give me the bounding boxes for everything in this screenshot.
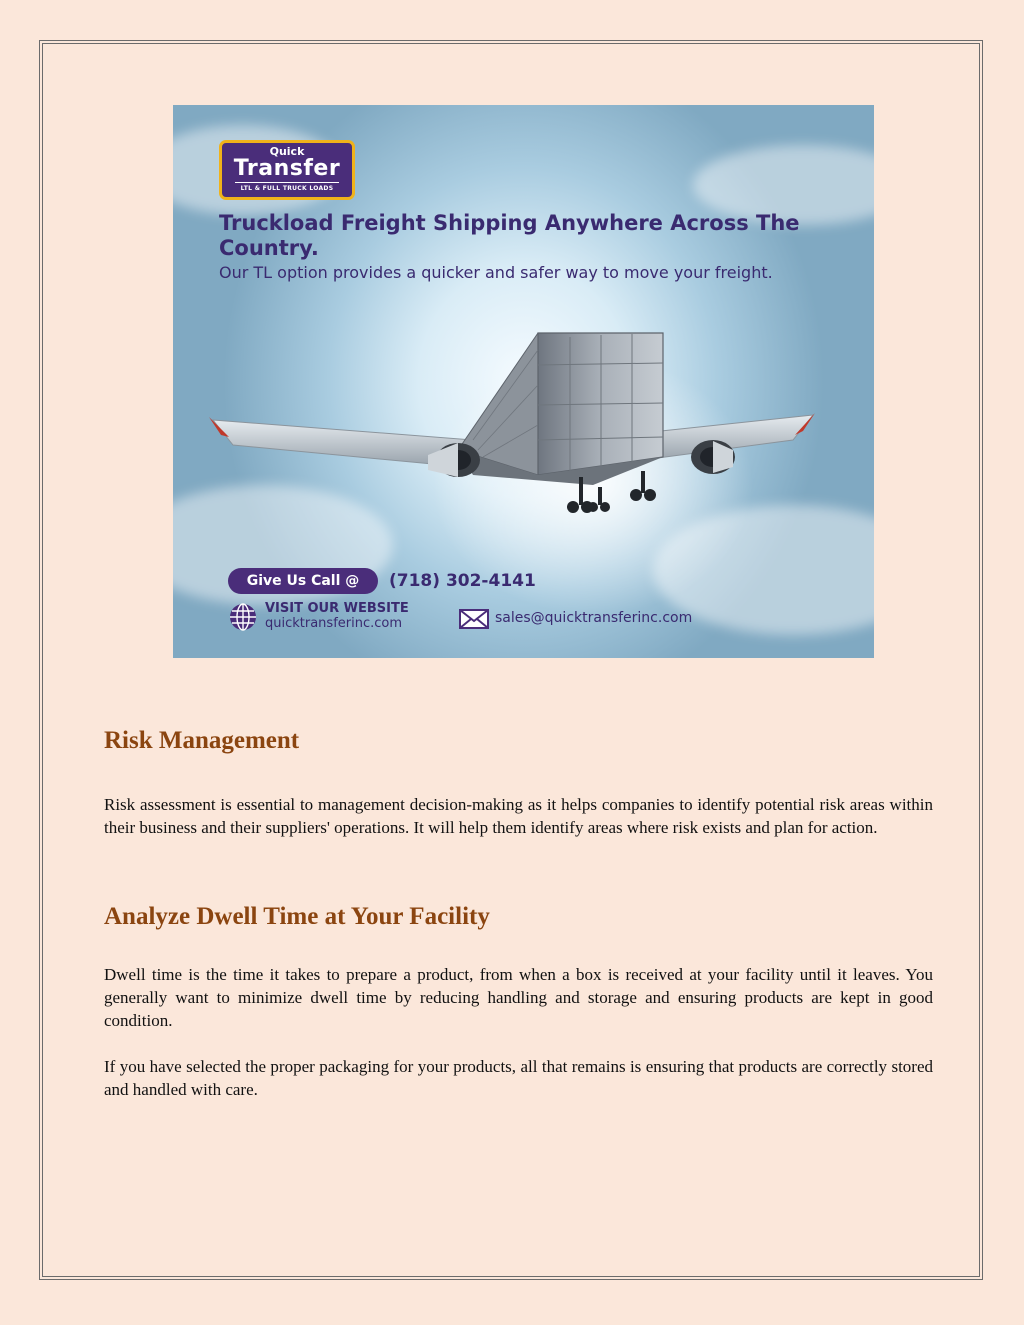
globe-icon <box>228 602 258 632</box>
logo-main-text: Transfer <box>233 156 341 181</box>
logo-tagline: LTL & FULL TRUCK LOADS <box>235 182 339 192</box>
advert-headline: Truckload Freight Shipping Anywhere Across The Country. <box>219 211 800 260</box>
advert-subline: Our TL option provides a quicker and safer way to move your freight. <box>219 263 773 282</box>
email-address: sales@quicktransferinc.com <box>495 610 693 626</box>
section-heading-dwell-time: Analyze Dwell Time at Your Facility <box>104 903 490 930</box>
paragraph-risk-management: Risk assessment is essential to management decision-making as it helps companies to identify potential risk areas within their business and their suppliers' operations. It will help them identify areas where risk exists and plan for action. <box>104 795 933 837</box>
phone-number: (718) 302-4141 <box>389 571 536 591</box>
logo-top-text: Quick <box>269 145 305 158</box>
mail-icon <box>459 609 489 629</box>
advert-image <box>173 105 874 658</box>
website-block <box>265 602 409 631</box>
section-heading-risk-management: Risk Management <box>104 727 300 754</box>
paragraph-dwell-time-2: If you have selected the proper packaging for your products, all that remains is ensuring that products are correctly stored and handled with care. <box>104 1057 933 1099</box>
visit-website-label: VISIT OUR WEBSITE <box>265 601 409 616</box>
website-url: quicktransferinc.com <box>265 616 403 631</box>
call-us-label: Give Us Call @ <box>228 568 378 594</box>
paragraph-dwell-time-1: Dwell time is the time it takes to prepare a product, from when a box is received at your facility until it leaves. You generally want to minimize dwell time by reducing handling and storage and ensuring products are kept in good condition. <box>104 965 933 1030</box>
